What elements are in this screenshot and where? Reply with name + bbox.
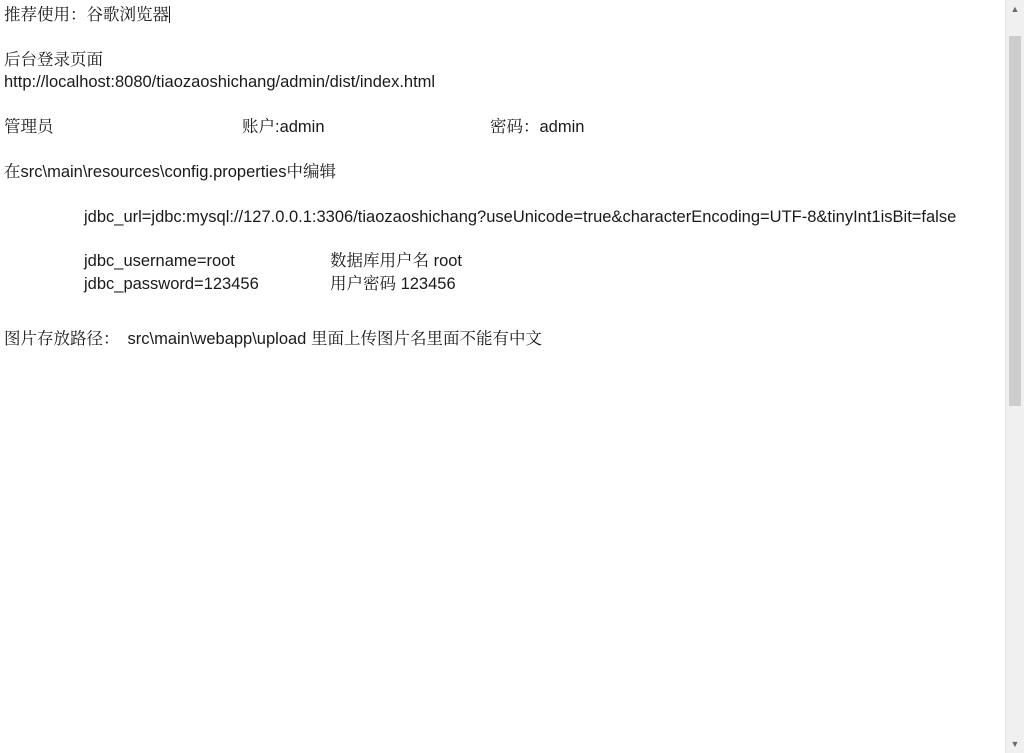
- vertical-scrollbar[interactable]: [1005, 0, 1024, 753]
- scrollbar-thumb[interactable]: [1009, 36, 1021, 406]
- admin-credentials-row: [4, 116, 993, 139]
- spacer-6: [4, 296, 993, 318]
- scroll-down-arrow-icon[interactable]: ▼: [1010, 738, 1020, 749]
- jdbc-username-label: 数据库用户名 root: [330, 252, 463, 270]
- jdbc-username-row: [4, 250, 993, 273]
- scroll-up-arrow-icon[interactable]: ▲: [1010, 3, 1020, 14]
- spacer-2: [4, 94, 993, 116]
- spacer-4: [4, 184, 993, 206]
- admin-account-value: 账户:admin: [242, 118, 325, 136]
- admin-page-title: 后台登录页面: [4, 50, 103, 69]
- spacer-5: [4, 228, 993, 250]
- spacer-3: [4, 139, 993, 161]
- jdbc-password-row: [4, 273, 993, 296]
- jdbc-username-value: jdbc_username=root: [84, 252, 235, 270]
- scrollbar-track[interactable]: [1006, 18, 1024, 735]
- image-storage-path-row: [4, 328, 993, 351]
- spacer-7: [4, 318, 993, 328]
- config-file-edit-line: 在src\main\resources\config.properties中编辑: [4, 163, 336, 181]
- admin-page-url[interactable]: http://localhost:8080/tiaozaoshichang/admin/dist/index.html: [4, 73, 436, 91]
- recommend-browser-line: [4, 4, 993, 27]
- recommend-browser-text: 推荐使用：谷歌浏览器: [4, 6, 169, 24]
- admin-password-value: 密码：admin: [490, 118, 585, 136]
- spacer-1: [4, 27, 993, 49]
- text-caret: [169, 6, 170, 23]
- jdbc-password-value: jdbc_password=123456: [84, 275, 259, 293]
- admin-role-label: 管理员: [4, 118, 54, 136]
- image-storage-path-label: 图片存放路径：: [4, 330, 120, 348]
- jdbc-password-label: 用户密码 123456: [330, 275, 456, 293]
- image-storage-path-value: src\main\webapp\upload 里面上传图片名里面不能有中文: [127, 330, 542, 348]
- jdbc-url-line: jdbc_url=jdbc:mysql://127.0.0.1:3306/tiaozaoshichang?useUnicode=true&characterEncoding=UTF-8&tinyInt1isBit=false: [84, 207, 957, 226]
